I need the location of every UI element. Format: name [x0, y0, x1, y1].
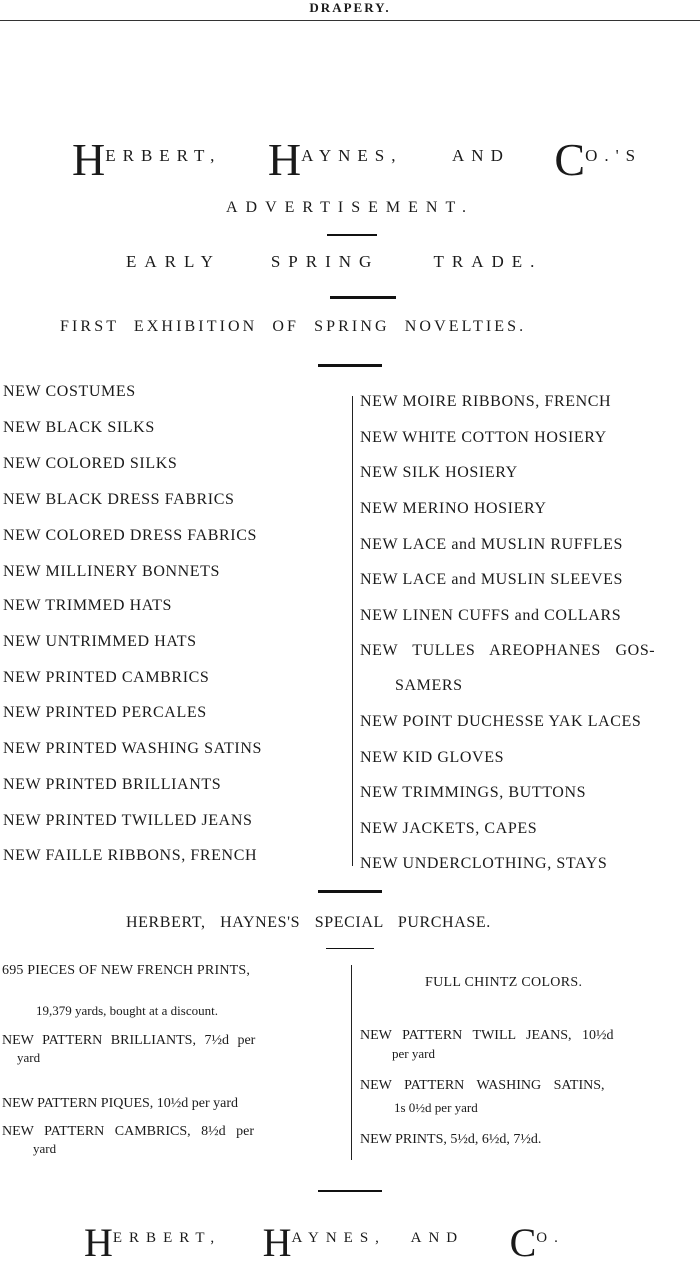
- divider-6: [318, 1190, 382, 1192]
- right-item: NEW UNDERCLOTHING, STAYS: [360, 855, 608, 872]
- left-item: NEW COLORED SILKS: [3, 455, 178, 472]
- divider-3: [318, 364, 382, 367]
- title-initial-c: C: [554, 134, 586, 185]
- left-item: NEW PRINTED PERCALES: [3, 704, 207, 721]
- special-left-3b: yard: [17, 1050, 41, 1065]
- title-line: [72, 134, 672, 185]
- special-left-5a: NEW PATTERN CAMBRICS, 8½d per: [2, 1124, 255, 1139]
- special-purchase-heading: HERBERT, HAYNES'S SPECIAL PURCHASE.: [126, 914, 491, 931]
- right-item: SAMERS: [395, 677, 463, 694]
- left-item: NEW BLACK DRESS FABRICS: [3, 491, 235, 508]
- special-right-3a: NEW PATTERN WASHING SATINS,: [360, 1078, 605, 1093]
- trade-line: [126, 252, 542, 272]
- left-item: NEW PRINTED BRILLIANTS: [3, 776, 222, 793]
- right-item: NEW TRIMMINGS, BUTTONS: [360, 784, 587, 801]
- special-right-3b: 1s 0½d per yard: [394, 1100, 478, 1115]
- special-right-4: NEW PRINTS, 5½d, 6½d, 7½d.: [360, 1132, 542, 1147]
- right-item: NEW MOIRE RIBBONS, FRENCH: [360, 393, 612, 410]
- footer-word-haynes: AYNES,: [291, 1230, 386, 1246]
- special-right-2a: NEW PATTERN TWILL JEANS, 10½d: [360, 1028, 614, 1043]
- divider-4: [318, 890, 382, 893]
- header-rule: [0, 20, 700, 21]
- divider-1: [327, 234, 377, 236]
- divider-2: [330, 296, 396, 299]
- title-word-cos: O.'S: [585, 146, 643, 165]
- left-item: NEW FAILLE RIBBONS, FRENCH: [3, 847, 258, 864]
- right-item: NEW SILK HOSIERY: [360, 464, 518, 481]
- trade-word-spring: SPRING: [270, 252, 380, 271]
- right-item: NEW LACE and MUSLIN RUFFLES: [360, 536, 624, 553]
- divider-5: [326, 948, 374, 949]
- title-initial-h2: H: [267, 134, 302, 185]
- left-item: NEW MILLINERY BONNETS: [3, 563, 221, 580]
- trade-word-trade: TRADE.: [433, 252, 543, 271]
- page-header: DRAPERY.: [309, 0, 391, 15]
- left-item: NEW COLORED DRESS FABRICS: [3, 527, 257, 544]
- footer-line: [84, 1220, 684, 1266]
- footer-word-co: O.: [536, 1230, 565, 1246]
- right-item: NEW LINEN CUFFS and COLLARS: [360, 607, 622, 624]
- left-item: NEW PRINTED WASHING SATINS: [3, 740, 263, 757]
- advertisement-label: ADVERTISEMENT.: [225, 199, 475, 216]
- right-item: NEW MERINO HOSIERY: [360, 500, 547, 517]
- trade-word-early: EARLY: [126, 252, 221, 271]
- right-item: NEW JACKETS, CAPES: [360, 820, 538, 837]
- left-item: NEW COSTUMES: [3, 383, 136, 400]
- right-item: NEW KID GLOVES: [360, 749, 505, 766]
- left-item: NEW UNTRIMMED HATS: [3, 633, 197, 650]
- footer-word-and: AND: [410, 1230, 465, 1246]
- footer-initial-c: C: [509, 1220, 537, 1265]
- right-item: NEW POINT DUCHESSE YAK LACES: [360, 713, 642, 730]
- right-item: NEW LACE and MUSLIN SLEEVES: [360, 571, 623, 588]
- special-column-divider: [351, 965, 352, 1160]
- left-item: NEW BLACK SILKS: [3, 419, 155, 436]
- special-left-3a: NEW PATTERN BRILLIANTS, 7½d per: [2, 1033, 256, 1048]
- title-word-and: AND: [452, 146, 510, 165]
- left-item: NEW PRINTED TWILLED JEANS: [3, 812, 253, 829]
- column-divider: [352, 396, 353, 866]
- right-item: NEW WHITE COTTON HOSIERY: [360, 429, 607, 446]
- left-item: NEW PRINTED CAMBRICS: [3, 669, 210, 686]
- footer-word-herbert: ERBERT,: [112, 1230, 222, 1246]
- special-left-5b: yard: [33, 1141, 57, 1156]
- special-right-2b: per yard: [392, 1046, 435, 1061]
- special-left-2: 19,379 yards, bought at a discount.: [36, 1003, 218, 1018]
- special-right-1: FULL CHINTZ COLORS.: [425, 975, 583, 990]
- footer-initial-h2: H: [262, 1220, 292, 1265]
- right-item: NEW TULLES AREOPHANES GOS-: [360, 642, 656, 659]
- special-left-1: 695 PIECES OF NEW FRENCH PRINTS,: [2, 963, 251, 978]
- title-word-haynes: AYNES,: [301, 146, 403, 165]
- special-left-4: NEW PATTERN PIQUES, 10½d per yard: [2, 1096, 239, 1111]
- title-word-herbert: ERBERT,: [105, 146, 222, 165]
- footer-initial-h1: H: [84, 1220, 113, 1265]
- exhibition-heading: FIRST EXHIBITION OF SPRING NOVELTIES.: [60, 318, 527, 335]
- title-initial-h1: H: [72, 134, 106, 185]
- left-item: NEW TRIMMED HATS: [3, 597, 173, 614]
